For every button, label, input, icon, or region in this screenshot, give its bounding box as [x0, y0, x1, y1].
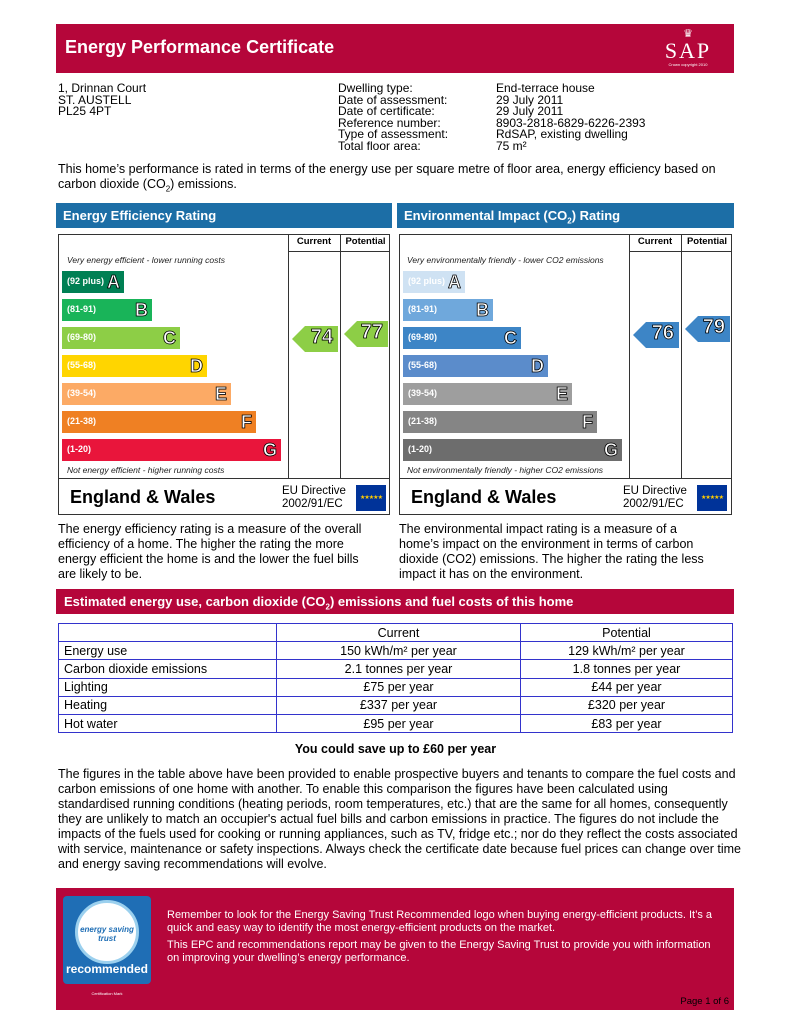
detail-label: Total floor area:	[338, 138, 421, 153]
potential-rating-arrow: 79	[698, 316, 730, 342]
logo-certification: Certification Mark	[91, 991, 123, 996]
sap-logo	[656, 29, 720, 69]
details-values	[496, 83, 645, 152]
band-letter: B	[476, 300, 489, 320]
band-a	[403, 271, 465, 293]
detail-label: Date of assessment:	[338, 92, 448, 107]
crown-icon: ♛	[683, 28, 693, 40]
detail-value: 29 July 2011	[496, 92, 564, 107]
band-range: (55-68)	[408, 360, 438, 370]
band-range: (92 plus)	[408, 276, 446, 286]
region-label: England & Wales	[70, 487, 216, 507]
table-row: Carbon dioxide emissions 2.1 tonnes per year 1.8 tonnes per year	[59, 660, 733, 678]
efficiency-title: Energy Efficiency Rating	[56, 203, 392, 228]
eu-flag-icon: ★★★★★	[356, 485, 386, 511]
detail-value: RdSAP, existing dwelling	[496, 127, 628, 141]
detail-label: Reference number:	[338, 115, 441, 130]
band-range: (21-38)	[408, 416, 438, 426]
top-note: Very energy efficient - lower running costs	[67, 255, 225, 265]
band-range: (55-68)	[67, 360, 97, 370]
eu-directive: EU Directive 2002/91/EC	[623, 485, 687, 510]
band-c	[403, 327, 521, 349]
estimate-table	[58, 623, 733, 733]
current-header: Current	[277, 624, 521, 642]
logo-text: energy saving trust	[80, 925, 134, 943]
band-letter: G	[603, 440, 618, 460]
band-letter: E	[555, 384, 568, 404]
address-block	[58, 83, 146, 118]
band-a	[62, 271, 124, 293]
bottom-note: Not energy efficient - higher running costs	[67, 465, 225, 475]
band-e	[62, 383, 231, 405]
band-range: (69-80)	[67, 332, 97, 342]
potential-header: Potential	[521, 624, 733, 642]
environmental-title: Environmental Impact $(CO_2)$ Rating	[397, 203, 734, 228]
band-letter: D	[190, 356, 203, 376]
bottom-note: Not environmentally friendly - higher CO2 emissions	[407, 465, 604, 475]
eu-directive: EU Directive 2002/91/EC	[282, 485, 346, 510]
table-header-row	[59, 624, 733, 642]
explanation-text: The figures in the table above have been provided to enable prospective buyers and tenants to compare the fuel costs and carbon emissions of one home with another. To enable this comparison the figures have been calculated using standardised running conditions (heating periods, room temperatures, etc.) that are the same for all homes, consequently they are unlikely to match an occupier's actual fuel bills and carbon emissions in practice. The figures do not include the impacts of the fuels used for cooking or running appliances, such as TV, fridge etc.; nor do they reflect the costs associated with service, maintenance or safety inspections. Always check the certificate date because fuel prices can change over time and energy saving recommendations will evolve.	[58, 767, 741, 871]
address-line: 1, Drinnan Court	[58, 81, 147, 95]
band-range: (1-20)	[67, 444, 92, 454]
band-letter: G	[262, 440, 277, 460]
detail-label: Date of certificate:	[338, 104, 435, 118]
energy-saving-trust-banner	[56, 888, 734, 1010]
band-e	[403, 383, 572, 405]
address-line: ST. AUSTELL	[58, 92, 132, 107]
savings-text: You could save up to £60 per year	[294, 742, 497, 756]
table-row: Lighting £75 per year £44 per year	[59, 678, 733, 696]
band-g	[62, 439, 281, 461]
detail-value: 75 m²	[496, 138, 527, 153]
logo-recommended: recommended	[65, 962, 149, 976]
estimate-title: Estimated energy use, carbon dioxide $(CO_2)$ emissions and fuel costs of this home	[56, 589, 734, 614]
band-b	[62, 299, 152, 321]
table-row: Hot water £95 per year £83 per year	[59, 714, 733, 732]
details-labels	[338, 83, 448, 152]
band-c	[62, 327, 180, 349]
band-d	[62, 355, 207, 377]
band-letter: B	[135, 300, 148, 320]
detail-label: Dwelling type:	[338, 81, 413, 95]
band-letter: D	[531, 356, 544, 376]
band-d	[403, 355, 548, 377]
detail-label: Type of assessment:	[338, 127, 449, 141]
energy-saving-trust-logo	[63, 896, 151, 996]
efficiency-description: The energy efficiency rating is a measure of the overall efficiency of a home. The higher the rating the more energy efficient the home is and the lower the fuel bills are likely to be.	[58, 522, 362, 581]
intro-text: This home’s performance is rated in terms of the energy use per square metre of floor area, energy efficiency based on carbon dioxide $(CO_2)$ emissions.	[58, 162, 716, 194]
band-letter: C	[504, 328, 517, 348]
band-f	[403, 411, 597, 433]
environmental-description: The environmental impact rating is a measure of a home’s impact on the environment in terms of carbon dioxide (CO2) emissions. The higher the rating the less impact it has on the environment.	[399, 522, 704, 581]
detail-value: End-terrace house	[496, 81, 595, 95]
potential-column-header: Potential	[345, 236, 386, 247]
band-letter: A	[448, 272, 461, 292]
band-letter: F	[241, 412, 252, 432]
band-range: (92 plus)	[67, 276, 105, 286]
current-column-header: Current	[296, 236, 332, 247]
page-number: Page 1 of 6	[680, 996, 729, 1007]
potential-column-header: Potential	[686, 236, 728, 247]
certificate-title: Energy Performance Certificate	[65, 37, 335, 57]
potential-rating-arrow: 77	[357, 321, 388, 347]
band-letter: F	[582, 412, 593, 432]
detail-value: 8903-2818-6829-6226-2393	[496, 115, 646, 130]
band-letter: E	[214, 384, 227, 404]
efficiency-chart	[58, 234, 390, 515]
table-row: Energy use 150 kWh/m² per year 129 kWh/m² per year	[59, 642, 733, 660]
band-range: (81-91)	[408, 304, 438, 314]
current-rating-arrow: 74	[305, 326, 338, 352]
environmental-chart	[399, 234, 732, 515]
table-row: Heating £337 per year £320 per year	[59, 696, 733, 714]
band-range: (39-54)	[408, 388, 438, 398]
band-range: (1-20)	[408, 444, 433, 454]
region-label: England & Wales	[411, 487, 557, 507]
sap-logo-text: SAP	[664, 38, 712, 63]
promo-paragraph: This EPC and recommendations report may be given to the Energy Saving Trust to provide you with information on improving your dwelling’s energy performance.	[167, 939, 711, 964]
current-rating-arrow: 76	[646, 322, 679, 348]
band-b	[403, 299, 493, 321]
band-letter: C	[163, 328, 176, 348]
address-line: PL25 4PT	[58, 104, 112, 118]
certificate-header	[56, 24, 734, 73]
band-g	[403, 439, 622, 461]
sap-logo-copyright: Crown copyright 2010	[668, 62, 708, 67]
promo-paragraph: Remember to look for the Energy Saving Trust Recommended logo when buying energy-efficient products. It’s a quick and easy way to identify the most energy-efficient products on the market.	[167, 909, 712, 934]
band-letter: A	[107, 272, 120, 292]
band-f	[62, 411, 256, 433]
top-note: Very environmentally friendly - lower CO2 emissions	[407, 255, 604, 265]
band-range: (69-80)	[408, 332, 438, 342]
band-range: (21-38)	[67, 416, 97, 426]
band-range: (81-91)	[67, 304, 97, 314]
eu-flag-icon: ★★★★★	[697, 485, 727, 511]
band-range: (39-54)	[67, 388, 97, 398]
detail-value: 29 July 2011	[496, 104, 564, 118]
current-column-header: Current	[637, 236, 673, 247]
